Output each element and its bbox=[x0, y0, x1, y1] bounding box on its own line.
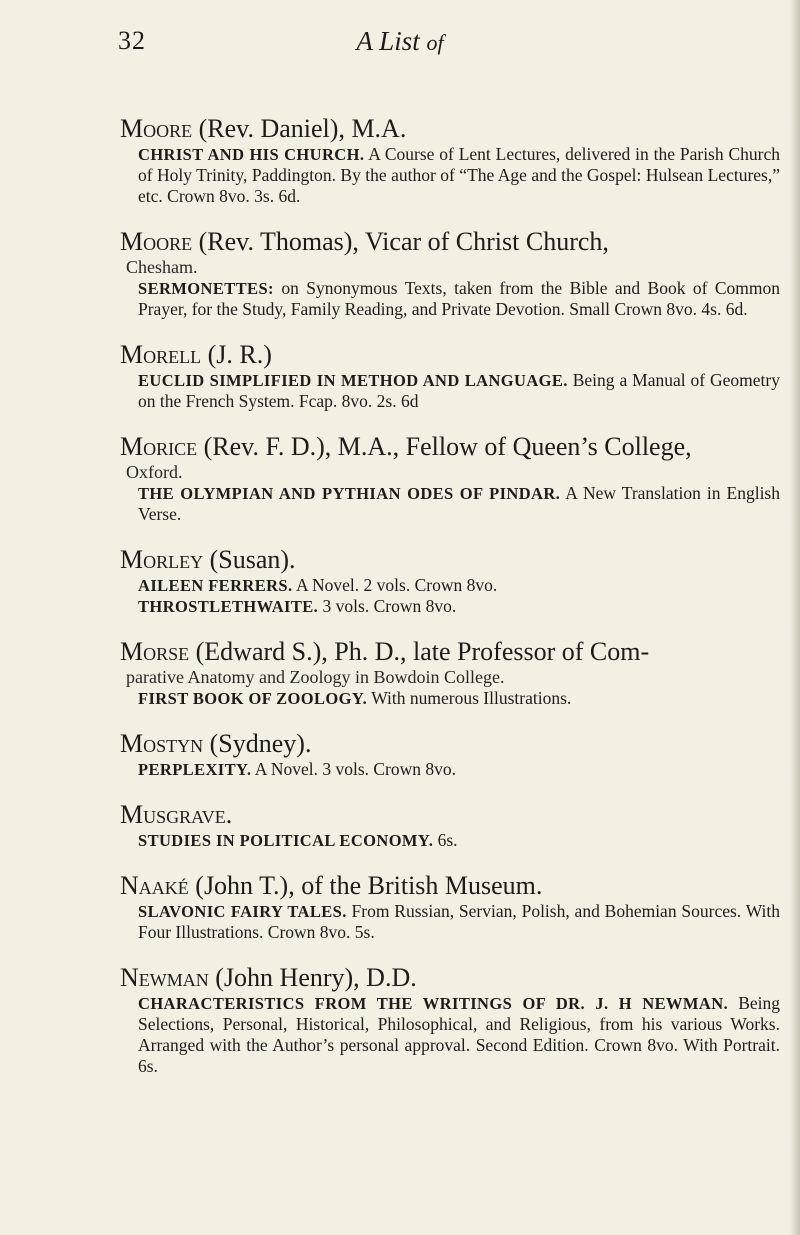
work-listing bbox=[138, 993, 780, 1077]
author-details: (Rev. Thomas), Vicar of Christ Church, bbox=[192, 227, 609, 256]
author-heading bbox=[120, 227, 780, 278]
work-listing bbox=[138, 830, 780, 851]
author-subheading: parative Anatomy and Zoology in Bowdoin College. bbox=[126, 667, 505, 687]
work-description: A Novel. 2 vols. Crown 8vo. bbox=[292, 575, 498, 595]
author-heading bbox=[120, 800, 780, 830]
author-name: Moore bbox=[120, 227, 193, 256]
author-details: (John Henry), D.D. bbox=[208, 963, 417, 992]
author-name: Naaké bbox=[120, 871, 189, 900]
author-name: Morley bbox=[120, 545, 204, 574]
author-name: Musgrave. bbox=[120, 800, 233, 829]
author-details: (Edward S.), Ph. D., late Professor of Com- bbox=[189, 637, 650, 666]
work-listing bbox=[138, 688, 780, 709]
author-details: (Susan). bbox=[203, 545, 296, 574]
work-description: on Synonymous Texts, taken from the Bible and Book of Common Prayer, for the Study, Family Reading, and Private Devotion. Small Crown 8vo. 4s. 6d. bbox=[138, 278, 780, 319]
work-title: FIRST BOOK OF ZOOLOGY. bbox=[138, 689, 368, 708]
work-description: 6s. bbox=[433, 830, 458, 850]
catalogue-entry bbox=[120, 963, 780, 1077]
author-name: Newman bbox=[120, 963, 209, 992]
author-name: Moore bbox=[120, 114, 193, 143]
running-title: A List of bbox=[356, 26, 444, 56]
work-title: SLAVONIC FAIRY TALES. bbox=[138, 902, 347, 921]
catalogue-entry bbox=[120, 800, 780, 851]
author-details: (John T.), of the British Museum. bbox=[188, 871, 543, 900]
catalogue-entry bbox=[120, 637, 780, 709]
work-description: Being a Manual of Geometry on the French System. Fcap. 8vo. 2s. 6d bbox=[138, 370, 780, 411]
work-description: Being Selections, Personal, Historical, Philosophical, and Religious, from his various Works. Arranged with the Author’s personal approval. Second Edition. Crown 8vo. With Portrait. 6s. bbox=[138, 993, 780, 1076]
catalogue-entry bbox=[120, 729, 780, 780]
page-edge-shadow bbox=[790, 0, 800, 1235]
work-title: EUCLID SIMPLIFIED IN METHOD AND LANGUAGE. bbox=[138, 371, 568, 390]
work-listing bbox=[138, 144, 780, 207]
work-title: AILEEN FERRERS. bbox=[138, 576, 293, 595]
catalogue-entry bbox=[120, 227, 780, 320]
author-heading bbox=[120, 729, 780, 759]
author-name: Mostyn bbox=[120, 729, 204, 758]
running-head bbox=[0, 20, 800, 60]
work-title: SERMONETTES: bbox=[138, 279, 274, 298]
author-name: Morell bbox=[120, 340, 202, 369]
work-title: PERPLEXITY. bbox=[138, 760, 252, 779]
catalogue-entry bbox=[120, 340, 780, 412]
work-listing bbox=[138, 575, 780, 596]
author-details: (J. R.) bbox=[201, 340, 272, 369]
author-subheading: Oxford. bbox=[126, 462, 183, 482]
work-description: With numerous Illustrations. bbox=[367, 688, 572, 708]
author-heading bbox=[120, 871, 780, 901]
work-listing bbox=[138, 483, 780, 525]
author-details: (Rev. F. D.), M.A., Fellow of Queen’s College, bbox=[197, 432, 692, 461]
work-description: A Course of Lent Lectures, delivered in the Parish Church of Holy Trinity, Paddington. By the author of “The Age and the Gospel: Hulsean Lectures,” etc. Crown 8vo. 3s. 6d. bbox=[138, 144, 780, 206]
catalogue-entry bbox=[120, 545, 780, 617]
author-subheading: Chesham. bbox=[126, 257, 198, 277]
author-heading bbox=[120, 963, 780, 993]
author-heading bbox=[120, 545, 780, 575]
work-listing bbox=[138, 370, 780, 412]
work-title: CHRIST AND HIS CHURCH. bbox=[138, 145, 365, 164]
work-listing bbox=[138, 596, 780, 617]
author-heading bbox=[120, 432, 780, 483]
work-title: THROSTLETHWAITE. bbox=[138, 597, 319, 616]
work-title: THE OLYMPIAN AND PYTHIAN ODES OF PINDAR. bbox=[138, 484, 561, 503]
author-details: (Rev. Daniel), M.A. bbox=[192, 114, 407, 143]
work-description: A New Translation in English Verse. bbox=[138, 483, 780, 524]
work-listing bbox=[138, 278, 780, 320]
author-heading bbox=[120, 637, 780, 688]
author-name: Morse bbox=[120, 637, 190, 666]
author-heading bbox=[120, 340, 780, 370]
catalogue-entry bbox=[120, 871, 780, 943]
work-description: 3 vols. Crown 8vo. bbox=[318, 596, 457, 616]
work-description: From Russian, Servian, Polish, and Bohemian Sources. With Four Illustrations. Crown 8vo. 5s. bbox=[138, 901, 780, 942]
work-title: STUDIES IN POLITICAL ECONOMY. bbox=[138, 831, 434, 850]
author-details: (Sydney). bbox=[203, 729, 312, 758]
catalogue-entry bbox=[120, 432, 780, 525]
work-listing bbox=[138, 759, 780, 780]
author-name: Morice bbox=[120, 432, 198, 461]
work-title: CHARACTERISTICS FROM THE WRITINGS OF DR. J. H NEWMAN. bbox=[138, 994, 729, 1013]
author-heading bbox=[120, 114, 780, 144]
work-description: A Novel. 3 vols. Crown 8vo. bbox=[251, 759, 457, 779]
catalogue-entries bbox=[120, 114, 780, 1097]
page-number: 32 bbox=[118, 26, 146, 55]
catalogue-entry bbox=[120, 114, 780, 207]
work-listing bbox=[138, 901, 780, 943]
